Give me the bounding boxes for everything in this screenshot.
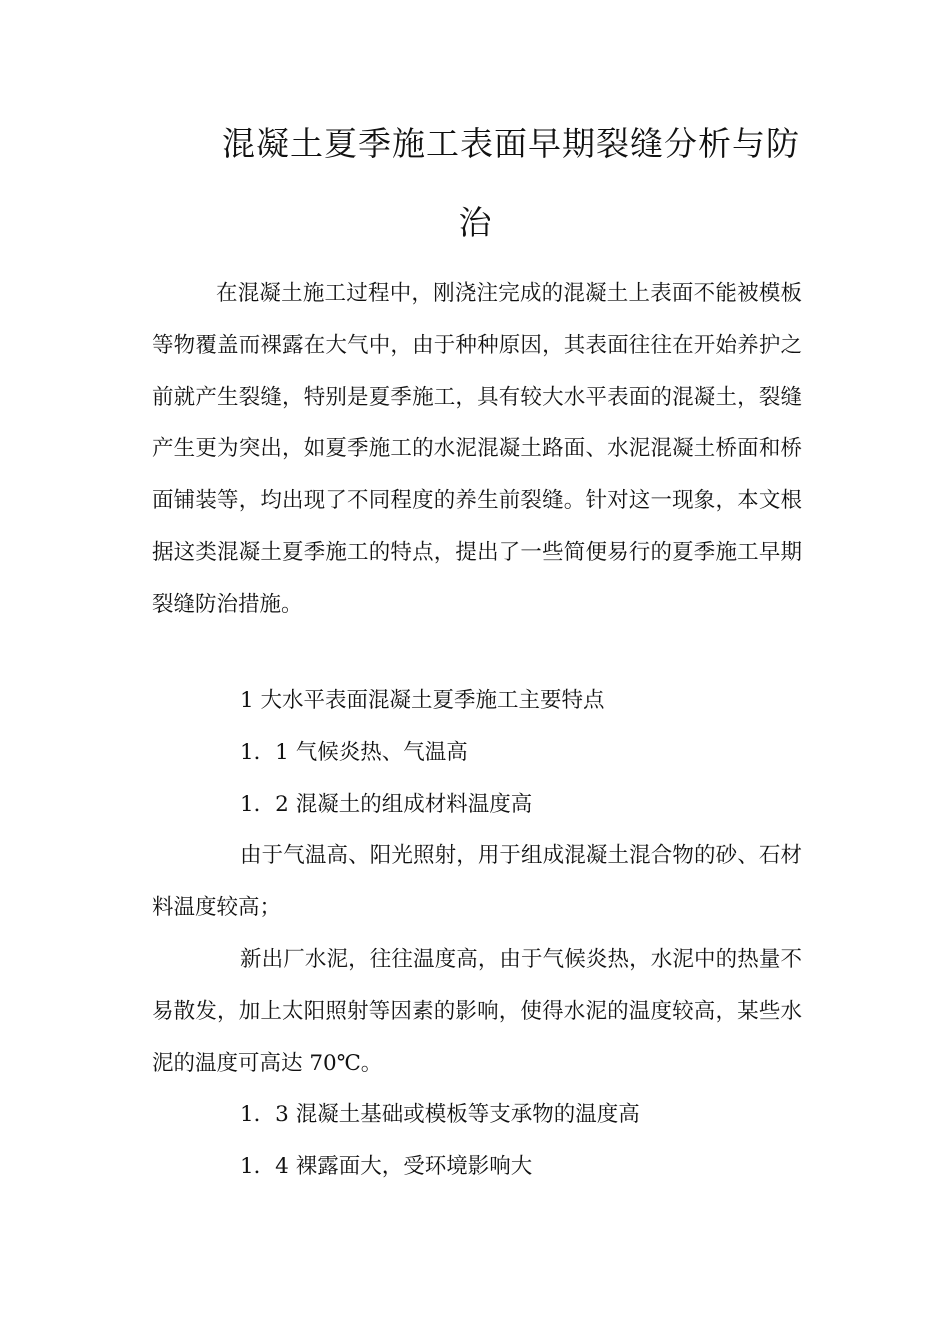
document-title-line-1: 混凝土夏季施工表面早期裂缝分析与防 bbox=[222, 124, 800, 163]
subsection-1-2-heading: 1．2 混凝土的组成材料温度高 bbox=[240, 791, 533, 817]
intro-section bbox=[152, 268, 802, 631]
paragraph-cement-temperature: 新出厂水泥，往往温度高，由于气候炎热，水泥中的热量不易散发，加上太阳照射等因素的影响，使得水泥的温度较高，某些水泥的温度可高达 70℃。 bbox=[152, 946, 802, 1076]
paragraph-aggregate-temperature: 由于气温高、阳光照射，用于组成混凝土混合物的砂、石材料温度较高； bbox=[152, 843, 802, 921]
document-title-line-2: 治 bbox=[458, 203, 492, 242]
subsection-1-3-heading: 1．3 混凝土基础或模板等支承物的温度高 bbox=[240, 1102, 640, 1128]
intro-paragraph: 在混凝土施工过程中，刚浇注完成的混凝土上表面不能被模板等物覆盖而裸露在大气中，由于种种原因，其表面往往在开始养护之前就产生裂缝，特别是夏季施工，具有较大水平表面的混凝土，裂缝产生更为突出，如夏季施工的水泥混凝土路面、水泥混凝土桥面和桥面铺装等，均出现了不同程度的养生前裂缝。针对这一现象，本文根据这类混凝土夏季施工的特点，提出了一些简便易行的夏季施工早期裂缝防治措施。 bbox=[152, 281, 802, 617]
section-1 bbox=[152, 675, 802, 1193]
subsection-1-1-heading: 1．1 气候炎热、气温高 bbox=[240, 739, 468, 765]
section-1-heading: 1 大水平表面混凝土夏季施工主要特点 bbox=[240, 688, 605, 713]
subsection-1-4-heading: 1．4 裸露面大，受环境影响大 bbox=[240, 1154, 533, 1180]
